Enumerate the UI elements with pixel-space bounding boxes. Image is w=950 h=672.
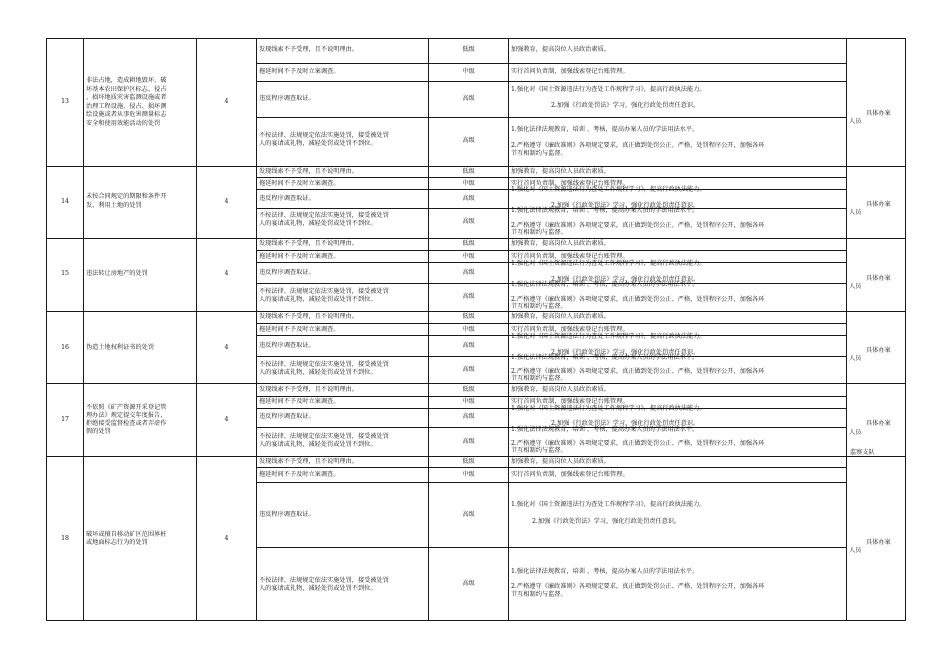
prevention-measure: 1.强化法律法规教育，培训 、考核，提高办案人员的学法用法水平。 <box>511 126 699 133</box>
prevention-measure: 2.严格遵守《廉政准则》各项规定要求，真正做到处罚公正、严格，处罚程序公开，加强各环 <box>511 296 765 303</box>
responsible-party: 人员 <box>849 355 862 362</box>
prevention-measure: 1.强化法律法规教育，培训 、考核，提高办案人员的学法用法水平。 <box>511 281 699 288</box>
item-name-line: 拒绝接受监督检查或者弄虚作 <box>86 420 167 427</box>
grid-line <box>196 38 197 620</box>
risk-point: 人的宴请或礼物，减轻处罚或处罚不到位。 <box>259 585 377 592</box>
prevention-measure: 实行首问负责制，加强线索登记台账管理。 <box>511 398 629 405</box>
prevention-measure: 1.强化法律法规教育，培训 、考核，提高办案人员的学法用法水平。 <box>511 426 699 433</box>
grid-line <box>46 238 906 239</box>
risk-level: 高级 <box>462 95 475 102</box>
item-name-line: 非法占地，造成耕地毁坏、破 <box>86 77 167 84</box>
row-number: 13 <box>61 98 69 105</box>
risk-level: 低级 <box>462 313 475 320</box>
risk-point: 发现线索不予受理，且不说明理由。 <box>259 46 358 53</box>
risk-count: 4 <box>224 98 229 105</box>
item-name-line: 或地面标志行为的处罚 <box>86 539 148 546</box>
risk-level: 中级 <box>462 68 475 75</box>
responsible-party: 具体办案 <box>866 275 891 282</box>
risk-level: 中级 <box>462 398 475 405</box>
item-name-line: 绘设施或者从事危害测量标志 <box>86 111 167 118</box>
risk-count: 4 <box>224 416 229 423</box>
risk-level: 高级 <box>462 580 475 587</box>
risk-count: 4 <box>224 535 229 542</box>
risk-point: 违反程序调查取证。 <box>259 342 315 349</box>
risk-point: 发现线索不予受理，且不说明理由。 <box>259 458 358 465</box>
risk-count: 4 <box>224 270 229 277</box>
responsible-party: 人员 <box>849 118 862 125</box>
prevention-measure: 实行首问负责制，加强线索登记台账管理。 <box>511 471 629 478</box>
prevention-measure: 1.强化法律法规教育，培训 、考核，提高办案人员的学法用法水平。 <box>511 354 699 361</box>
grid-line <box>256 177 846 178</box>
risk-point: 不按法律、法规规定依法实施处罚，接受被处罚 <box>259 288 389 295</box>
prevention-measure: 加强教育，提高岗位人员政治素质。 <box>511 313 610 320</box>
risk-point: 违反程序调查取证。 <box>259 413 315 420</box>
risk-point: 人的宴请或礼物，减轻处罚或处罚不到位。 <box>259 220 377 227</box>
risk-point: 人的宴请或礼物，减轻处罚或处罚不到位。 <box>259 441 377 448</box>
row-number: 17 <box>61 416 69 423</box>
prevention-measure: 2.严格遵守《廉政准则》各项规定要求，真正做到处罚公正、严格，处罚程序公开，加强各环 <box>511 440 765 447</box>
responsible-party: 人员 <box>849 209 862 216</box>
grid-line <box>46 383 906 384</box>
risk-point: 发现线索不予受理，且不说明理由。 <box>259 386 358 393</box>
prevention-measure: 2.加强《行政处罚法》学习，强化行政处罚责任意识。 <box>551 276 700 283</box>
risk-point: 拖延时间不予及时立案调查。 <box>259 326 340 333</box>
prevention-measure: 2.严格遵守《廉政准则》各项规定要求，真正做到处罚公正、严格，处罚程序公开，加强各环 <box>511 222 765 229</box>
risk-level: 低级 <box>462 46 475 53</box>
risk-point: 人的宴请或礼物，减轻处罚或处罚不到位。 <box>259 296 377 303</box>
risk-point: 违反程序调查取证。 <box>259 195 315 202</box>
prevention-measure: 节互相制约与监督。 <box>511 375 567 382</box>
prevention-measure: 2.加强《行政处罚法》学习，强化行政处罚责任意识。 <box>551 349 700 356</box>
prevention-measure: 2.严格遵守《廉政准则》各项规定要求，真正做到处罚公正、严格，处罚程序公开，加强各环 <box>511 368 765 375</box>
item-name-line: 治理工程设施、侵占、损坏测 <box>86 102 167 110</box>
risk-point: 违反程序调查取证。 <box>259 511 315 518</box>
prevention-measure: 1.强化对《国土资源违法行为查处工作规程学习》，提高行政执法能力。 <box>511 86 706 93</box>
risk-point: 违反程序调查取证。 <box>259 95 315 102</box>
prevention-measure: 节互相制约与监督。 <box>511 303 567 310</box>
prevention-measure: 实行首问负责制，加强线索登记台账管理。 <box>511 180 629 187</box>
risk-level: 高级 <box>462 195 475 202</box>
grid-line <box>256 81 846 82</box>
prevention-measure: 实行首问负责制，加强线索登记台账管理。 <box>511 68 629 75</box>
risk-level: 高级 <box>462 413 475 420</box>
row-number: 16 <box>61 344 69 351</box>
grid-line <box>46 456 906 457</box>
risk-level: 中级 <box>462 326 475 333</box>
item-name-line: 安全和使用效能活动的处罚 <box>86 119 161 127</box>
risk-level: 高级 <box>462 269 475 276</box>
grid-line <box>46 620 906 621</box>
grid-line <box>83 38 84 620</box>
grid-line <box>46 38 47 620</box>
risk-level: 中级 <box>462 471 475 478</box>
risk-count: 4 <box>224 344 229 351</box>
grid-line <box>256 323 846 324</box>
risk-level: 高级 <box>462 293 475 300</box>
responsible-party: 人员 <box>849 283 862 290</box>
prevention-measure: 加强教育，提高岗位人员政治素质。 <box>511 46 610 53</box>
prevention-measure: 1.强化对《国土资源违法行为查处工作规程学习》，提高行政执法能力。 <box>511 405 706 412</box>
responsible-party: 人员 <box>849 547 862 554</box>
risk-point: 违反程序调查取证。 <box>259 269 315 276</box>
risk-point: 不按法律、法规规定依法实施处罚，接受被处罚 <box>259 433 389 440</box>
prevention-measure: 加强教育，提高岗位人员政治素质。 <box>511 386 610 393</box>
grid-line <box>846 38 847 620</box>
risk-point: 不按法律、法规规定依法实施处罚，接受被处罚 <box>259 577 389 584</box>
risk-level: 低级 <box>462 458 475 465</box>
risk-point: 发现线索不予受理，且不说明理由。 <box>259 168 358 175</box>
prevention-measure: 1.强化法律法规教育，培训 、考核，提高办案人员的学法用法水平。 <box>511 568 699 575</box>
prevention-measure: 1.强化对《国土资源违法行为查处工作规程学习》，提高行政执法能力。 <box>511 260 706 267</box>
risk-level: 高级 <box>462 511 475 518</box>
item-name-line: 伪造土地权利证书的处罚 <box>86 344 155 351</box>
prevention-measure: 2.严格遵守《廉政准则》各项规定要求，真正做到处罚公正、严格，处罚程序公开，加强各环 <box>511 142 765 149</box>
item-name-line: 理办法》规定提交年度报告、 <box>86 412 167 419</box>
prevention-measure: 1.强化法律法规教育，培训 、考核，提高办案人员的学法用法水平。 <box>511 207 699 214</box>
prevention-measure: 加强教育，提高岗位人员政治素质。 <box>511 240 610 247</box>
risk-level: 高级 <box>462 342 475 349</box>
risk-level: 高级 <box>462 137 475 144</box>
prevention-measure: 加强教育，提高岗位人员政治素质。 <box>511 458 610 465</box>
risk-point: 不按法律、法规规定依法实施处罚，接受被处罚 <box>259 361 389 368</box>
grid-line <box>256 482 846 483</box>
prevention-measure: 加强教育，提高岗位人员政治素质。 <box>511 168 610 175</box>
responsible-party: 具体办案 <box>866 110 891 117</box>
grid-line <box>256 547 846 548</box>
risk-point: 发现线索不予受理，且不说明理由。 <box>259 240 358 247</box>
prevention-measure: 节互相制约与监督。 <box>511 591 567 598</box>
responsible-party: 具体办案 <box>866 420 891 427</box>
risk-level: 低级 <box>462 168 475 175</box>
row-number: 14 <box>61 198 69 205</box>
prevention-measure: 2.加强《行政处罚法》学习，强化行政处罚责任意识。 <box>551 102 700 109</box>
row-number: 18 <box>61 535 69 542</box>
prevention-measure: 1.强化对《国土资源违法行为查处工作规程学习》，提高行政执法能力。 <box>511 186 706 193</box>
risk-point: 人的宴请或礼物，减轻处罚或处罚不到位。 <box>259 140 377 147</box>
item-name-line: 发、利用土地的处罚 <box>86 201 142 209</box>
item-name-line: 、损坏地质灾害监测设施或者 <box>86 94 167 101</box>
responsible-party: 人员 <box>849 429 862 436</box>
responsible-party-extra: 监察支队 <box>850 449 875 456</box>
item-name-line: 未按合同规定的期限和条件开 <box>86 193 167 200</box>
prevention-measure: 1.强化对《国土资源违法行为查处工作规程学习》，提高行政执法能力。 <box>511 333 706 340</box>
item-name-line: 不依照《矿产资源开采登记管 <box>86 404 167 411</box>
grid-line <box>256 396 846 397</box>
responsible-party: 具体办案 <box>866 201 891 208</box>
prevention-measure: 2.加强《行政处罚法》学习，强化行政处罚责任意识。 <box>532 518 681 525</box>
responsible-party: 具体办案 <box>866 347 891 354</box>
grid-line <box>46 311 906 312</box>
prevention-measure: 2.加强《行政处罚法》学习，强化行政处罚责任意识。 <box>551 420 700 427</box>
risk-level: 低级 <box>462 386 475 393</box>
risk-point: 拖延时间不予及时立案调查。 <box>259 398 340 405</box>
responsible-party: 具体办案 <box>866 539 891 546</box>
prevention-measure: 2.加强《行政处罚法》学习，强化行政处罚责任意识。 <box>551 202 700 209</box>
grid-line <box>256 250 846 251</box>
risk-level: 中级 <box>462 253 475 260</box>
grid-line <box>46 38 906 39</box>
risk-level: 高级 <box>462 366 475 373</box>
grid-line <box>508 38 509 620</box>
risk-point: 发现线索不予受理，且不说明理由。 <box>259 313 358 320</box>
risk-point: 拖延时间不予及时立案调查。 <box>259 253 340 260</box>
risk-level: 高级 <box>462 438 475 445</box>
risk-level: 中级 <box>462 180 475 187</box>
row-number: 15 <box>61 270 69 277</box>
grid-line <box>256 63 846 64</box>
risk-point: 不按法律、法规规定依法实施处罚，接受被处罚 <box>259 132 389 139</box>
prevention-measure: 实行首问负责制，加强线索登记台账管理。 <box>511 253 629 260</box>
risk-level: 高级 <box>462 218 475 225</box>
item-name-line: 破坏或擅自移动矿区范围界桩 <box>86 531 167 538</box>
grid-line <box>905 38 906 620</box>
risk-point: 拖延时间不予及时立案调查。 <box>259 180 340 187</box>
risk-point: 人的宴请或礼物，减轻处罚或处罚不到位。 <box>259 369 377 376</box>
item-name-line: 坏基本农田保护区标志、侵占 <box>86 85 167 93</box>
risk-point: 拖延时间不予及时立案调查。 <box>259 471 340 478</box>
grid-line <box>256 38 257 620</box>
risk-count: 4 <box>224 198 229 205</box>
risk-point: 不按法律、法规规定依法实施处罚，接受被处罚 <box>259 212 389 219</box>
item-name-line: 违法转让房地产的处罚 <box>86 270 148 277</box>
prevention-measure: 节互相制约与监督。 <box>511 150 567 157</box>
grid-line <box>256 467 846 468</box>
risk-level: 低级 <box>462 240 475 247</box>
grid-line <box>46 166 906 167</box>
item-name-line: 假的处罚 <box>86 428 111 435</box>
grid-line <box>256 117 846 118</box>
prevention-measure: 1.强化对《国土资源违法行为查处工作规程学习》，提高行政执法能力。 <box>511 501 706 508</box>
prevention-measure: 节互相制约与监督。 <box>511 447 567 454</box>
prevention-measure: 节互相制约与监督。 <box>511 229 567 236</box>
prevention-measure: 2.严格遵守《廉政准则》各项规定要求，真正做到处罚公正、严格，处罚程序公开，加强各环 <box>511 583 765 590</box>
prevention-measure: 实行首问负责制，加强线索登记台账管理。 <box>511 326 629 333</box>
risk-point: 拖延时间不予及时立案调查。 <box>259 68 340 75</box>
